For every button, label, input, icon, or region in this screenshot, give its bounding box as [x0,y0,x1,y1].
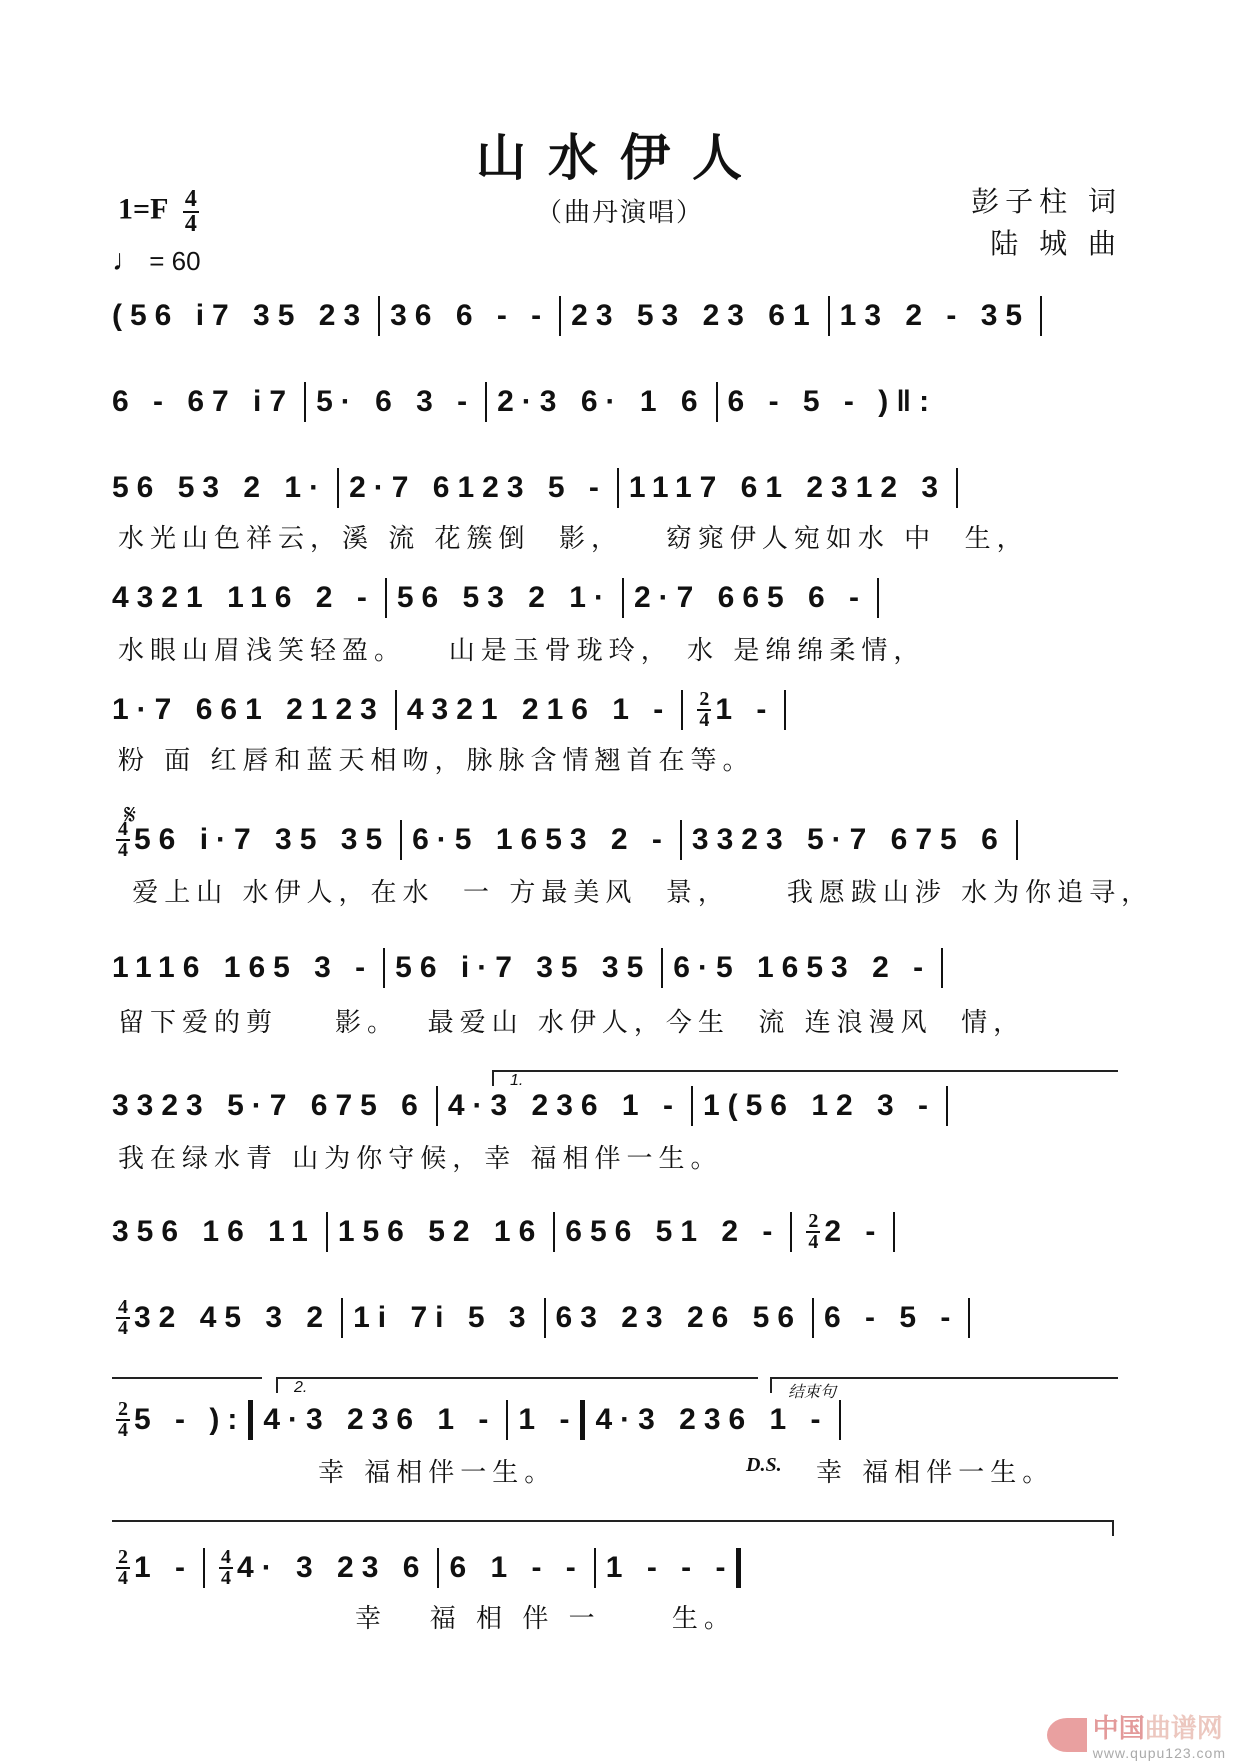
barline [437,1548,439,1588]
measure: 4·3 236 1 - [447,1089,681,1122]
score-row-12 [112,1548,1124,1588]
time-signature-change: $\frac{4}{4}$ [221,1546,232,1589]
measure: 32 45 3 2 [134,1301,332,1334]
barline [893,1212,895,1252]
measure: (56 i7 35 23 [112,299,369,332]
barline [661,948,663,988]
barline [877,578,879,618]
score-row-1 [112,296,1124,336]
barline [594,1548,596,1588]
quarter-note-icon: ♩ [112,244,142,277]
song-title: 山水伊人 [476,129,764,187]
barline [337,468,339,508]
barline [680,820,682,860]
barline [383,948,385,988]
measure: 6 - 67 i7 [112,385,295,418]
measure: 23 53 23 61 [571,299,818,332]
measure: 6·5 1653 2 - [673,951,932,984]
qupu-logo-icon [1047,1718,1087,1752]
composer-credit: 陆 城 曲 [990,227,1122,260]
measure: 3323 5·7 675 6 [691,823,1006,856]
lyric-line: 我在绿水青 山为你守候，幸 福相伴一生。 [118,1144,723,1174]
measure: 1·7 661 2123 [112,693,385,726]
measure: 6 - 5 - ) [727,385,897,418]
measure: 2·7 6123 5 - [349,471,607,504]
time-signature-change: $\frac{2}{4}$ [118,1546,128,1589]
coda-bracket: 结束句 [770,1377,1118,1393]
measure: 4321 216 1 - [406,693,672,726]
lyric-line: 水光山色祥云，溪 流 花簇倒 影， 窈窕伊人宛如水 中 生， [118,524,1029,554]
barline [968,1298,970,1338]
lyricist-credit: 彭子柱 词 [971,185,1122,218]
singer-credit: （曲丹演唱） [535,198,704,228]
lyric-line: 水眼山眉浅笑轻盈。 山是玉骨珑玲， 水 是绵绵柔情， [118,636,926,666]
lyric-line: 幸 福相伴一生。 [318,1458,557,1488]
barline [378,296,380,336]
barline [790,1212,792,1252]
barline [544,1298,546,1338]
score-row-7 [112,948,1124,988]
barline [716,382,718,422]
measure: 1 - [715,693,775,726]
barline [326,1212,328,1252]
measure: 1 - - - [605,1551,734,1584]
measure: 4·3 236 1 - [263,1403,497,1436]
barline [385,578,387,618]
barline [617,468,619,508]
measure: 6·5 1653 2 - [412,823,670,856]
barline [828,296,830,336]
measure: 1i 7i 5 3 [353,1301,534,1334]
barline [436,1086,438,1126]
barline [400,820,402,860]
measure: 56 i·7 35 35 [134,823,391,856]
barline [691,1086,693,1126]
measure: 4· 3 23 6 [237,1551,428,1584]
barline [946,1086,948,1126]
barline [1040,296,1042,336]
measure: 6 - 5 - [824,1301,959,1334]
score-row-4 [112,578,1124,618]
barline [485,382,487,422]
segno-icon: 𝄋 [124,798,137,831]
time-signature-change: $\frac{4}{4}$ [118,818,128,861]
score-row-9 [112,1212,1124,1252]
barline [812,1298,814,1338]
barline [395,690,397,730]
volta-bracket-2: 2. [276,1377,758,1393]
time-signature-change: $\frac{2}{4}$ [808,1210,819,1253]
site-watermark: 中国曲谱网 www.qupu123.com [1047,1708,1226,1761]
time-signature-change: $\frac{4}{4}$ [118,1296,128,1339]
lyric-line: 幸 福 相 伴 一 生。 [355,1604,736,1634]
measure: 36 6 - - [390,299,550,332]
lyric-line: 留下爱的剪 影。 最爱山 水伊人，今生 流 连浪漫风 情， [118,1008,1026,1038]
measure: 56 53 2 1· [112,471,328,504]
measure: 6 1 - - [449,1551,584,1584]
barline [553,1212,555,1252]
volta-bracket-1: 1. [492,1070,1118,1086]
repeat-end-barline [248,1400,253,1440]
measure: 1116 165 3 - [112,951,374,984]
measure: 3323 5·7 675 6 [112,1089,426,1122]
tempo-value: = 60 [149,246,201,276]
score-row-11 [112,1400,1124,1440]
lyric-line: 幸 福相伴一生。 [816,1458,1055,1488]
score-row-6 [112,820,1124,860]
time-signature: $\frac{4}{4}$ [184,186,197,237]
barline [681,690,683,730]
measure: 1 - [518,1403,578,1436]
barline [341,1298,343,1338]
barline [1016,820,1018,860]
barline [203,1548,205,1588]
barline [304,382,306,422]
repeat-start-sign: ‖: [896,385,938,418]
measure: 2 - [824,1215,884,1248]
measure: 1(56 12 3 - [702,1089,937,1122]
measure: 2·7 665 6 - [633,581,868,614]
barline [506,1400,508,1440]
dal-segno-marking: D.S. [746,1454,782,1476]
measure: 13 2 - 35 [839,299,1031,332]
tempo-marking [112,244,201,278]
final-barline [736,1548,741,1588]
measure: 5· 6 3 - [316,385,476,418]
measure: 4·3 236 1 - [595,1403,829,1436]
barline [941,948,943,988]
score-row-8 [112,1086,1124,1126]
coda-bracket-continuation [112,1520,1114,1536]
measure: 56 53 2 1· [396,581,612,614]
score-row-10 [112,1298,1124,1338]
volta-bracket-continuation [112,1377,262,1393]
barline [839,1400,841,1440]
barline [559,296,561,336]
barline [622,578,624,618]
measure: 63 23 26 56 [555,1301,803,1334]
score-row-3 [112,468,1124,508]
measure: 56 i·7 35 35 [395,951,652,984]
double-barline [580,1400,585,1440]
watermark-url: www.qupu123.com [1092,1745,1226,1761]
measure: 1 - [134,1551,194,1584]
score-row-2 [112,382,1124,422]
measure: 156 52 16 [337,1215,544,1248]
key-label: 1=F [118,192,168,226]
lyric-line: 爱上山 水伊人，在水 一 方最美风 景， 我愿跋山涉 水为你追寻， [118,878,1154,908]
measure: 2·3 6· 1 6 [497,385,706,418]
measure: 5 - ): [134,1403,246,1436]
score-row-5 [112,690,1124,730]
measure: 356 16 11 [112,1215,316,1248]
time-signature-change: $\frac{2}{4}$ [699,688,710,731]
lyric-line: 粉 面 红唇和蓝天相吻，脉脉含情翘首在等。 [118,746,755,776]
measure: 656 51 2 - [565,1215,781,1248]
barline [956,468,958,508]
measure: 1117 61 2312 3 [628,471,947,504]
time-signature-change: $\frac{2}{4}$ [118,1398,128,1441]
barline [784,690,786,730]
measure: 4321 116 2 - [112,581,375,614]
